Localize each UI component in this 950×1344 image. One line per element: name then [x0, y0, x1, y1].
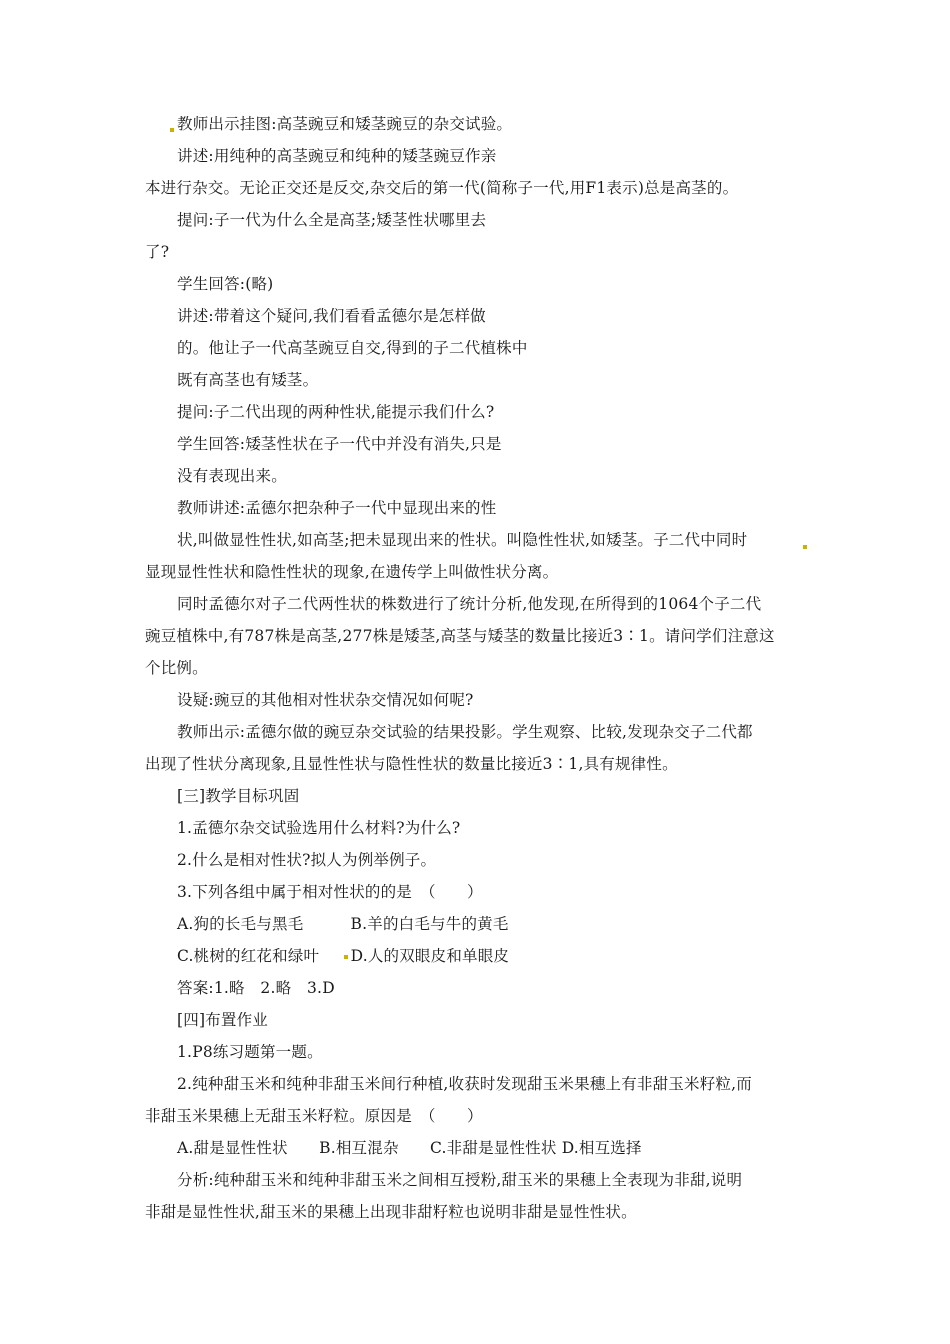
text-line: 个比例。	[145, 659, 208, 677]
section-heading: [四]布置作业	[177, 1011, 268, 1029]
text-line: 讲述:带着这个疑问,我们看看孟德尔是怎样做	[177, 307, 486, 325]
text-line: 提问:子二代出现的两种性状,能提示我们什么?	[177, 403, 495, 421]
text-line: 豌豆植株中,有787株是高茎,277株是矮茎,高茎与矮茎的数量比接近3∶1。请问学们注意这	[145, 627, 775, 645]
homework-item: 1.P8练习题第一题。	[177, 1043, 323, 1061]
homework-item: 非甜玉米果穗上无甜玉米籽粒。原因是 （ ）	[145, 1107, 483, 1125]
marker-dot	[170, 128, 174, 132]
text-line: 学生回答:(略)	[177, 275, 274, 293]
text-line: 的。他让子一代高茎豌豆自交,得到的子二代植株中	[177, 339, 528, 357]
text-line: 设疑:豌豆的其他相对性状杂交情况如何呢?	[177, 691, 474, 709]
text-line: 教师出示:孟德尔做的豌豆杂交试验的结果投影。学生观察、比较,发现杂交子二代都	[177, 723, 753, 741]
answer-options: C.桃树的红花和绿叶 D.人的双眼皮和单眼皮	[177, 947, 510, 965]
question-item: 1.孟德尔杂交试验选用什么材料?为什么?	[177, 819, 461, 837]
answer-key: 答案:1.略 2.略 3.D	[177, 979, 335, 997]
homework-item: 2.纯种甜玉米和纯种非甜玉米间行种植,收获时发现甜玉米果穗上有非甜玉米籽粒,而	[177, 1075, 752, 1093]
text-line: 教师出示挂图:高茎豌豆和矮茎豌豆的杂交试验。	[177, 115, 513, 133]
section-heading: [三]教学目标巩固	[177, 787, 300, 805]
text-line: 状,叫做显性性状,如高茎;把未显现出来的性状。叫隐性性状,如矮茎。子二代中同时	[177, 531, 748, 549]
answer-options: A.甜是显性性状 B.相互混杂 C.非甜是显性性状 D.相互选择	[177, 1139, 642, 1157]
text-line: 提问:子一代为什么全是高茎;矮茎性状哪里去	[177, 211, 487, 229]
answer-options: A.狗的长毛与黑毛 B.羊的白毛与牛的黄毛	[177, 915, 509, 933]
text-line: 没有表现出来。	[177, 467, 287, 485]
text-line: 本进行杂交。无论正交还是反交,杂交后的第一代(简称子一代,用F1表示)总是高茎的。	[145, 179, 739, 197]
text-line: 既有高茎也有矮茎。	[177, 371, 319, 389]
marker-dot	[803, 545, 807, 549]
analysis-text: 分析:纯种甜玉米和纯种非甜玉米之间相互授粉,甜玉米的果穗上全表现为非甜,说明	[177, 1171, 743, 1189]
question-item: 3.下列各组中属于相对性状的的是 （ ）	[177, 883, 483, 901]
text-line: 显现显性性状和隐性性状的现象,在遗传学上叫做性状分离。	[145, 563, 559, 581]
text-line: 学生回答:矮茎性状在子一代中并没有消失,只是	[177, 435, 502, 453]
analysis-text: 非甜是显性性状,甜玉米的果穗上出现非甜籽粒也说明非甜是显性性状。	[145, 1203, 637, 1221]
text-line: 讲述:用纯种的高茎豌豆和纯种的矮茎豌豆作亲	[177, 147, 497, 165]
text-line: 同时孟德尔对子二代两性状的株数进行了统计分析,他发现,在所得到的1064个子二代	[177, 595, 762, 613]
text-line: 了?	[145, 243, 170, 261]
text-line: 出现了性状分离现象,且显性性状与隐性性状的数量比接近3∶1,具有规律性。	[145, 755, 678, 773]
text-line: 教师讲述:孟德尔把杂种子一代中显现出来的性	[177, 499, 497, 517]
question-item: 2.什么是相对性状?拟人为例举例子。	[177, 851, 437, 869]
